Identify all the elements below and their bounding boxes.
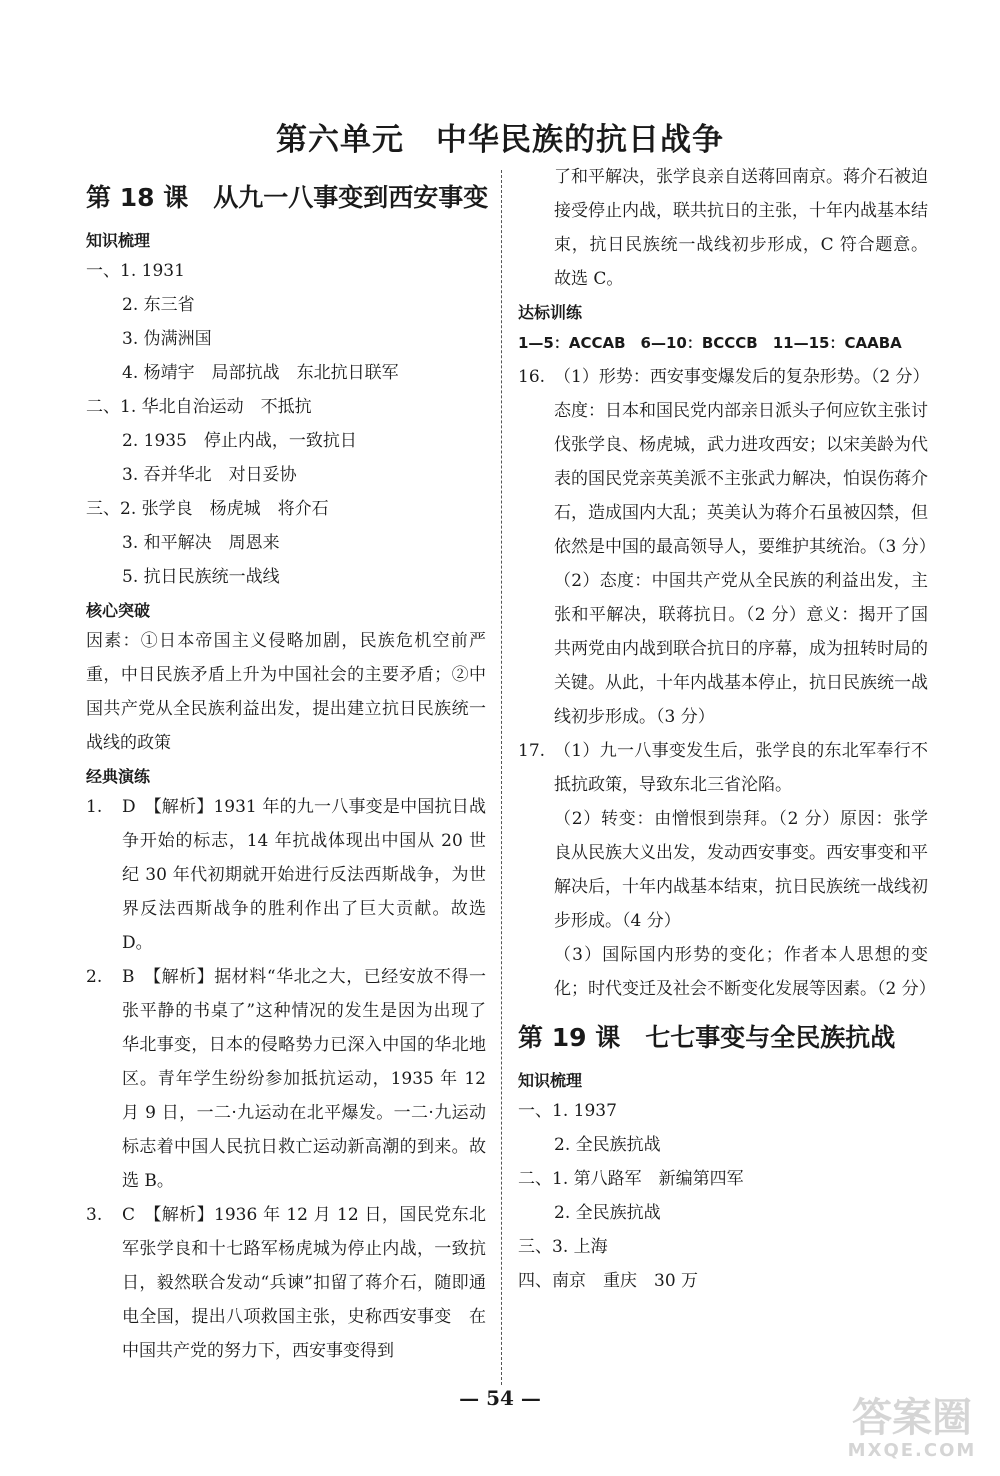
answer-item: [86, 790, 486, 960]
item-text: C 【解析】1936 年 12 月 12 日，国民党东北军张学良和十七路军杨虎城为停止内战，一致抗日，毅然联合发动“兵谏”扣留了蒋介石，随即通电全国，提出八项救国主张，史称西安事变 在中国共产党的努力下，西安事变得到: [122, 1205, 486, 1361]
answer-item: [518, 734, 928, 802]
item-text: （2）态度：中国共产党从全民族的利益出发，主张和平解决，联蒋抗日。（2 分）意义：揭开了国共两党由内战到联合抗日的序幕，成为扭转时局的关键。从此，十年内战基本停止，抗日民族统一战线初步形成。（3 分）: [554, 571, 928, 727]
column-divider: [501, 170, 502, 1385]
list-item: 四、南京 重庆 30 万: [518, 1271, 699, 1291]
question-16: [518, 360, 936, 734]
section-jingdian-heading: 经典演练: [86, 767, 151, 786]
item-text: （1）形势：西安事变爆发后的复杂形势。（2 分）: [554, 367, 930, 387]
list-item: 二、1. 华北自治运动 不抵抗: [86, 397, 312, 417]
item-text: B 【解析】据材料“华北之大，已经安放不得一张平静的书桌了”这种情况的发生是因为出现了华北事变，日本的侵略势力已深入中国的华北地区。青年学生纷纷参加抵抗运动，1935 年 12 月 9 日，一二·九运动在北平爆发。一二·九运动标志着中国人民抗日救亡运动新高潮的到来。故选 B。: [122, 967, 486, 1191]
watermark-text-top: 答案圈: [852, 1395, 972, 1441]
watermark-logo: [842, 1396, 982, 1466]
list-item: 2. 1935 停止内战，一致抗日: [122, 431, 357, 451]
list-item: 三、3. 上海: [518, 1237, 608, 1257]
hexin-paragraph: 因素：①日本帝国主义侵略加剧，民族危机空前严重，中日民族矛盾上升为中国社会的主要矛盾；②中国共产党从全民族利益出发，提出建立抗日民族统一战线的政策: [86, 631, 486, 753]
answer-item: [86, 960, 486, 1198]
item-number: 2.: [86, 967, 103, 987]
item-number: 1.: [86, 797, 103, 817]
item-text: （1）九一八事变发生后，张学良的东北军奉行不抵抗政策，导致东北三省沦陷。: [554, 741, 928, 795]
item-text: 态度：日本和国民党内部亲日派头子何应钦主张讨伐张学良、杨虎城，武力进攻西安；以宋美龄为代表的国民党亲英美派不主张武力解决，怕误伤蒋介石，造成国内大乱；英美认为蒋介石虽被囚禁，但依然是中国的最高领导人，要维护其统治。（3 分）: [554, 401, 936, 557]
choice-answers: 1—5：ACCAB 6—10：BCCCB 11—15：CAABA: [518, 334, 902, 352]
item-number: 16.: [518, 367, 546, 387]
item-number: 3.: [86, 1205, 103, 1225]
list-item: 一、1. 1931: [86, 261, 185, 281]
answer-item: [518, 802, 928, 938]
item-text: （3）国际国内形势的变化；作者本人思想的变化；时代变迁及社会不断变化发展等因素。（2 分）: [554, 945, 936, 999]
right-column: [518, 160, 936, 1298]
item-number: [518, 802, 554, 938]
unit-title: 第六单元 中华民族的抗日战争: [276, 122, 724, 158]
knowledge-list: [86, 254, 486, 594]
list-item: 2. 东三省: [122, 295, 195, 315]
section-zhishi19-heading: 知识梳理: [518, 1071, 583, 1090]
item-text: D 【解析】1931 年的九一八事变是中国抗日战争开始的标志，14 年抗战体现出中国从 20 世纪 30 年代初期就开始进行反法西斯战争，为世界反法西斯战争的胜利作出了巨大贡献。故选 D。: [122, 797, 486, 953]
section-dabiao-heading: 达标训练: [518, 303, 583, 322]
list-item: 3. 吞并华北 对日妥协: [122, 465, 297, 485]
watermark-text-bottom: MXQE.COM: [847, 1440, 977, 1461]
item-number: [518, 938, 554, 1006]
list-item: 3. 和平解决 周恩来: [122, 533, 280, 553]
answer-item: [518, 564, 928, 734]
item-number: 17.: [518, 741, 546, 761]
answer-item: [518, 360, 928, 394]
list-item: 5. 抗日民族统一战线: [122, 567, 280, 587]
answer-item: [86, 1198, 486, 1368]
item-text: （2）转变：由憎恨到崇拜。（2 分）原因：张学良从民族大义出发，发动西安事变。西安事变和平解决后，十年内战基本结束，抗日民族统一战线初步形成。（4 分）: [554, 809, 928, 931]
answer-item: [518, 394, 936, 564]
item-number: [518, 564, 554, 734]
page-number: — 54 —: [459, 1386, 541, 1410]
answer-item: [518, 938, 936, 1006]
question-17: [518, 734, 936, 1006]
left-column: [86, 178, 489, 1368]
list-item: 二、1. 第八路军 新编第四军: [518, 1169, 744, 1189]
item-number: [518, 394, 554, 564]
section-zhishi-heading: 知识梳理: [86, 231, 151, 250]
lesson-19-title: 第 19 课 七七事变与全民族抗战: [518, 1023, 896, 1052]
list-item: 3. 伪满洲国: [122, 329, 212, 349]
list-item: 2. 全民族抗战: [554, 1203, 661, 1223]
list-item: 一、1. 1937: [518, 1101, 617, 1121]
list-item: 2. 全民族抗战: [554, 1135, 661, 1155]
knowledge-list-19: [518, 1094, 928, 1298]
continued-paragraph: 了和平解决，张学良亲自送蒋回南京。蒋介石被迫接受停止内战，联共抗日的主张，十年内战基本结束，抗日民族统一战线初步形成，C 符合题意。故选 C。: [554, 167, 928, 289]
exercise-list: [86, 790, 486, 1368]
section-hexin-heading: 核心突破: [86, 601, 151, 620]
lesson-18-title: 第 18 课 从九一八事变到西安事变: [86, 183, 489, 212]
list-item: 4. 杨靖宇 局部抗战 东北抗日联军: [122, 363, 399, 383]
list-item: 三、2. 张学良 杨虎城 将介石: [86, 499, 329, 519]
